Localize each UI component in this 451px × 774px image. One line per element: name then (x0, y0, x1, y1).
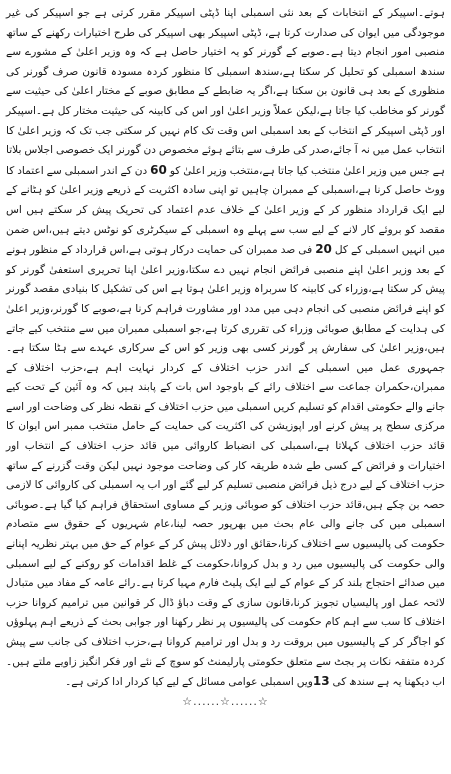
paragraph-part-3: فی صد ممبران کی حمایت درکار ہوتی ہے،اس قرارداد کے منظور ہونے کے بعد وزیر اعلیٰ اپنے منصبی فرائض انجام نہیں دے سکتا،وزیر اعلیٰ اپنا تحریری استعفیٰ گورنر کو پیش کر سکتا ہے،وزراء کی کابینہ کا سربراہ وزیر اعلیٰ ہوتا ہے اس کی تشکیل کا بنیادی مقصد گورنر کو اپنے فرائض منصبی کی انجام دہی میں مدد اور مشاورت فراہم کرنا ہے،صوبے کا گورنر،وزیر اعلیٰ کی ہدایت کے مطابق صوبائی وزراء کی تقرری کرتا ہے،جو اسمبلی ممبران میں سے منتخب کیے جاتے ہیں،وزیر اعلیٰ کی سفارش پر گورنر کسی بھی وزیر کو اس کے سرکاری عہدے سے ہٹا سکتا ہے۔جمہوری عمل میں اسمبلی کے اندر حزب اختلاف کے کردار نہایت اہم ہے،حزب اختلاف کے ممبران،حکمران جماعت سے اختلاف رائے کے باوجود اس بات کے پابند ہیں کہ وہ آئین کے تحت کیے جانے والے حکومتی اقدام کو تسلیم کریں اسمبلی میں حزب اختلاف کے نقطہ نظر کی وضاحت اور اسے مرکزی سطح پر پیش کرنے اور اپوزیشن کی اکثریت کی حمایت کے حامل منتخب ممبر اس ایوان کا قائد حزب اختلاف کہلاتا ہے،اسمبلی کی انضباط کاروائی میں قائد حزب اختلاف کے انتخاب اور اختیارات و فرائض کے کسی طے شدہ طریقہ کار کی وضاحت موجود نہیں لیکن وقت گزرنے کے ساتھ حزب اختلاف کے لیے درج ذیل فرائض منصبی تسلیم کر لیے گئے اور اب یہ اسمبلی کی کاروائی کا لازمی حصہ بن چکے ہیں،قائد حزب اختلاف کو صوبائی وزیر کے مساوی استحقاق فراہم کیا گیا ہے۔صوبائی اسمبلی میں کی جانے والی عام بحث میں بھرپور حصہ لینا،عام شہریوں کے حقوق سے متصادم حکومت کی پالیسیوں سے اختلاف کرنا،حقائق اور دلائل پیش کر کے عوام کے حق میں بہتر نظریہ اپنانے والی حکومت کی پالیسیوں میں رد و بدل کروانا،حکومت کے غلط اقدامات کو روکنے کے لیے اسمبلی میں صدائے احتجاج بلند کر کے عوام کے لیے ایک پلیٹ فارم مہیا کرتا ہے۔رائے عامہ کے مفاد میں متبادل لائحہ عمل اور پالیسیاں تجویز کرنا،قانون سازی کے وقت دباؤ ڈال کر قوانین میں ترامیم کروانا حزب اختلاف کا سب سے اہم کام حکومت کی پالیسیوں پر نظر رکھنا اور جوابی بحث کے ذریعے اہم پہلوؤں کو اجاگر کر کے پالیسیوں میں بروقت رد و بدل اور ترامیم کروانا ہے،حزب اختلاف کی جانب سے پیش کردہ متفقہ نکات پر بجٹ سے متعلق حکومتی پارلیمنٹ کو سوچ کے نئے اور فکر انگیز زاویے ملتے ہیں۔اب دیکھنا یہ ہے سندھ کی (6, 244, 445, 689)
number-60: 60 (150, 162, 167, 177)
paragraph-part-2: دن کے اندر اسمبلی سے اعتماد کا ووٹ حاصل کرنا ہے،اسمبلی کے ممبران چاہیں تو اپنی سادہ اکثریت کے ذریعے وزیر اعلیٰ کو ہٹانے کے لیے ایک قرارداد منظور کر کے وزیر اعلیٰ کے خلاف عدم اعتماد کی تحریک پیش کر سکتے ہیں اس مقصد کو بروئے کار لانے کے لیے سب سے پہلے وہ اسمبلی کے سیکرٹری کو نوٹس دیتے ہیں،اس ضمن میں انہیں اسمبلی کے کل (6, 164, 446, 257)
number-20: 20 (315, 242, 332, 257)
paragraph-part-1: ہوتے۔اسپیکر کے انتخابات کے بعد نئی اسمبلی اپنا ڈپٹی اسپیکر مقرر کرتی ہے جو اسپیکر کی غیر موجودگی میں ایوان کی صدارت کرتا ہے، ڈپٹی اسپیکر بھی اسپیکر کی طرح اختیارات رکھنے کے ساتھ منصبی امور انجام دیتا ہے۔صوبے کے گورنر کو یہ اختیار حاصل ہے کہ وہ وزیر اعلیٰ کے مشورے سے سندھ اسمبلی کو تحلیل کر سکتا ہے،سندھ اسمبلی کا منظور کردہ مسودہ قانون صرف گورنر کی منظوری کے بعد ہی قانون بن سکتا ہے،اگر یہ ضابطے کے مطابق صوبے کے مختار اعلیٰ کی حیثیت سے گورنر کو مخاطب کیا جاتا ہے،لیکن عملاً وزیر اعلیٰ اور اس کی کابینہ کی حیثیت مختار کل ہے۔اسپیکر اور ڈپٹی اسپیکر کے انتخاب کے بعد اسمبلی اس وقت تک کام نہیں کر سکتی جب تک کہ وزیر اعلیٰ کا انتخاب عمل میں نہ آ جائے،صدر کی طرف سے بتائے ہوئے مخصوص دن گورنر ایک خصوصی اجلاس بلاتا ہے جس میں وزیر اعلیٰ منتخب کیا جاتا ہے،منتخب وزیر اعلیٰ کو (6, 7, 446, 177)
number-13: 13 (312, 674, 330, 689)
end-divider: ☆......☆......☆ (182, 694, 269, 708)
article-body (6, 4, 445, 693)
paragraph-part-4: ویں اسمبلی عوامی مسائل کے لیے کیا کردار ادا کرتی ہے۔ (65, 676, 313, 689)
